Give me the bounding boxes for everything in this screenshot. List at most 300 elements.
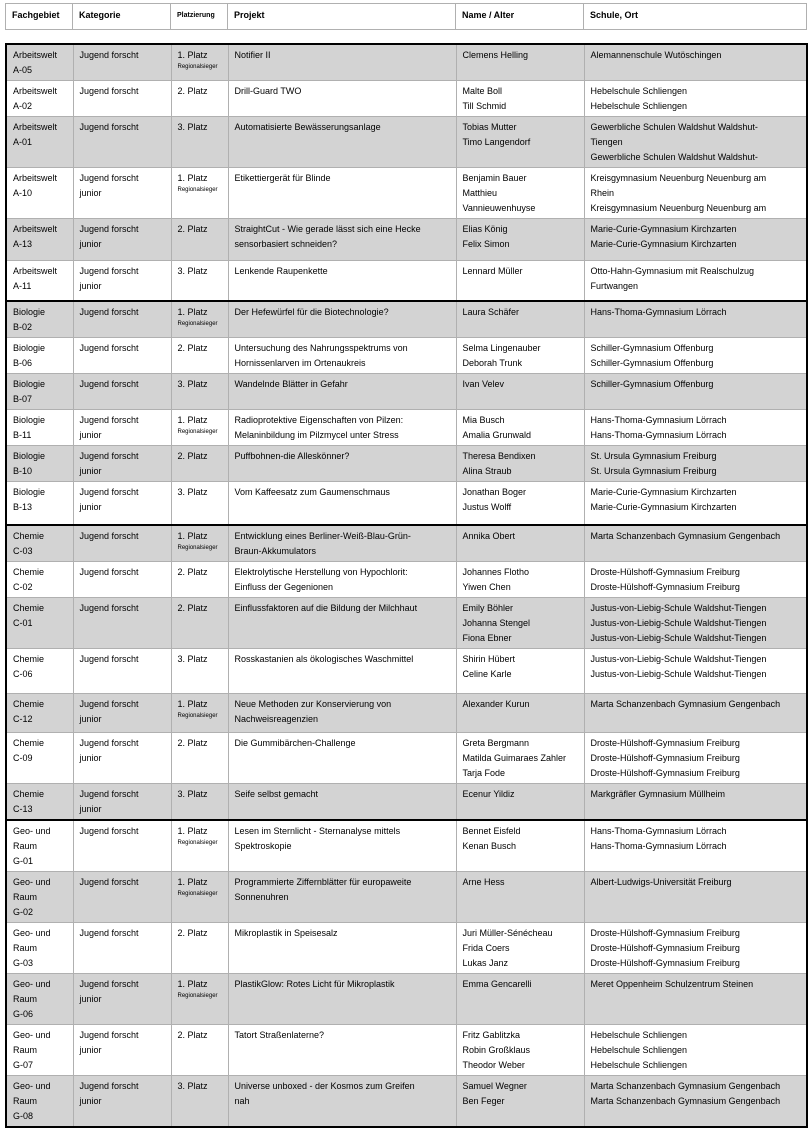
name-cell xyxy=(456,649,584,694)
kategorie-line: Jugend forscht xyxy=(79,486,139,497)
table-row xyxy=(6,261,807,301)
placement-label: 1. Platz xyxy=(177,979,208,989)
placement-label: 1. Platz xyxy=(177,173,208,183)
kategorie-line: Jugend forscht xyxy=(79,699,139,709)
schule-cell xyxy=(584,1076,807,1128)
school-line: Droste-Hülshoff-Gymnasium Freiburg xyxy=(590,753,740,763)
fachgebiet-line: B-06 xyxy=(13,357,33,368)
placement-label: 1. Platz xyxy=(177,306,208,317)
participant-name: Emily Böhler xyxy=(462,603,514,613)
placement-label: 3. Platz xyxy=(177,122,208,132)
placement-note: Regionalsieger xyxy=(177,64,218,70)
school-line: Marta Schanzenbach Gymnasium Gengenbach xyxy=(590,699,781,709)
school-line: Hans-Thoma-Gymnasium Lörrach xyxy=(590,841,727,851)
projekt-cell xyxy=(228,1076,456,1128)
kategorie-line: Jugend forscht xyxy=(79,654,139,664)
school-line: Rhein xyxy=(590,188,615,198)
participant-name: Lennard Müller xyxy=(462,266,523,276)
platzierung-cell xyxy=(171,1025,228,1076)
fachgebiet-line: G-02 xyxy=(13,907,34,917)
projekt-line: Automatisierte Bewässerungsanlage xyxy=(234,122,381,132)
projekt-cell xyxy=(228,409,456,445)
kategorie-cell xyxy=(73,409,171,445)
fachgebiet-line: Geo- und xyxy=(13,928,51,938)
placement-note: Regionalsieger xyxy=(177,187,218,193)
name-cell xyxy=(456,301,584,338)
field-group xyxy=(6,525,807,820)
fachgebiet-line: B-07 xyxy=(13,393,33,404)
projekt-line: PlastikGlow: Rotes Licht für Mikroplastik xyxy=(234,979,395,989)
kategorie-cell xyxy=(73,525,171,562)
name-cell xyxy=(456,117,584,168)
fachgebiet-cell xyxy=(6,337,73,373)
projekt-line: Rosskastanien als ökologisches Waschmittel xyxy=(234,654,414,664)
table-row xyxy=(6,872,807,923)
name-cell xyxy=(456,219,584,261)
table-row xyxy=(6,81,807,117)
participant-name: Yiwen Chen xyxy=(462,582,511,592)
projekt-cell xyxy=(228,44,456,81)
school-line: Justus-von-Liebig-Schule Waldshut-Tiengen xyxy=(590,603,767,613)
fachgebiet-cell xyxy=(6,44,73,81)
kategorie-line: Jugend forscht xyxy=(79,122,139,132)
platzierung-cell xyxy=(171,481,228,525)
name-cell xyxy=(456,409,584,445)
table-row xyxy=(6,923,807,974)
placement-label: 1. Platz xyxy=(177,531,208,541)
participant-name: Tarja Fode xyxy=(462,768,506,778)
platzierung-cell xyxy=(171,445,228,481)
name-cell xyxy=(456,44,584,81)
fachgebiet-cell xyxy=(6,694,73,733)
name-cell xyxy=(456,445,584,481)
platzierung-cell xyxy=(171,733,228,784)
name-cell xyxy=(456,923,584,974)
fachgebiet-line: B-13 xyxy=(13,501,33,512)
placement-label: 1. Platz xyxy=(177,50,208,60)
table-row xyxy=(6,694,807,733)
schule-cell xyxy=(584,649,807,694)
schule-cell xyxy=(584,694,807,733)
fachgebiet-line: Arbeitswelt xyxy=(13,50,58,60)
participant-name: Celine Karle xyxy=(462,669,512,679)
projekt-line: Lenkende Raupenkette xyxy=(234,266,328,276)
placement-note: Regionalsieger xyxy=(177,428,218,435)
name-cell xyxy=(456,81,584,117)
projekt-cell xyxy=(228,117,456,168)
fachgebiet-line: B-02 xyxy=(13,321,33,332)
projekt-cell xyxy=(228,445,456,481)
school-line: Tiengen xyxy=(590,137,623,147)
fachgebiet-cell xyxy=(6,974,73,1025)
kategorie-line: junior xyxy=(79,188,102,198)
projekt-cell xyxy=(228,301,456,338)
kategorie-cell xyxy=(73,923,171,974)
fachgebiet-line: C-12 xyxy=(13,714,33,724)
fachgebiet-line: C-03 xyxy=(13,546,33,556)
table-row xyxy=(6,525,807,562)
fachgebiet-line: Biologie xyxy=(13,378,46,389)
participant-name: Juri Müller-Sénécheau xyxy=(462,928,553,938)
school-line: Hans-Thoma-Gymnasium Lörrach xyxy=(590,429,727,440)
header-fachgebiet: Fachgebiet xyxy=(6,4,73,30)
name-cell xyxy=(456,373,584,409)
placement-label: 3. Platz xyxy=(177,266,208,276)
fachgebiet-cell xyxy=(6,598,73,649)
participant-name: Justus Wolff xyxy=(462,501,512,512)
name-cell xyxy=(456,525,584,562)
projekt-cell xyxy=(228,219,456,261)
fachgebiet-line: Chemie xyxy=(13,567,45,577)
header-schule: Schule, Ort xyxy=(584,4,807,30)
participant-name: Robin Großklaus xyxy=(462,1045,531,1055)
schule-cell xyxy=(584,373,807,409)
fachgebiet-line: C-02 xyxy=(13,582,33,592)
participant-name: Greta Bergmann xyxy=(462,738,530,748)
school-line: Marta Schanzenbach Gymnasium Gengenbach xyxy=(590,531,781,541)
table-row xyxy=(6,445,807,481)
fachgebiet-line: A-11 xyxy=(13,281,32,291)
participant-name: Malte Boll xyxy=(462,86,503,96)
projekt-line: Einfluss der Gegenionen xyxy=(234,582,334,592)
table-row xyxy=(6,337,807,373)
name-cell xyxy=(456,562,584,598)
projekt-line: Mikroplastik in Speisesalz xyxy=(234,928,338,938)
fachgebiet-cell xyxy=(6,525,73,562)
table-row xyxy=(6,649,807,694)
projekt-line: Elektrolytische Herstellung von Hypochlorit: xyxy=(234,567,408,577)
kategorie-cell xyxy=(73,649,171,694)
projekt-line: Vom Kaffeesatz zum Gaumenschmaus xyxy=(234,486,390,497)
fachgebiet-line: C-13 xyxy=(13,804,33,814)
table-row xyxy=(6,168,807,219)
name-cell xyxy=(456,337,584,373)
table-row xyxy=(6,598,807,649)
name-cell xyxy=(456,481,584,525)
fachgebiet-line: Arbeitswelt xyxy=(13,224,58,234)
fachgebiet-cell xyxy=(6,923,73,974)
placement-label: 3. Platz xyxy=(177,378,208,389)
header-table xyxy=(5,3,807,30)
participant-name: Ecenur Yildiz xyxy=(462,789,515,799)
school-line: Justus-von-Liebig-Schule Waldshut-Tiengen xyxy=(590,669,767,679)
placement-label: 1. Platz xyxy=(177,826,208,836)
school-line: Markgräfler Gymnasium Müllheim xyxy=(590,789,726,799)
fachgebiet-line: Chemie xyxy=(13,531,45,541)
projekt-line: Hornissenlarven im Ortenaukreis xyxy=(234,357,366,368)
platzierung-cell xyxy=(171,1076,228,1128)
kategorie-line: Jugend forscht xyxy=(79,86,139,96)
projekt-line: Melaninbildung im Pilzmycel unter Stress xyxy=(234,429,399,440)
projekt-cell xyxy=(228,168,456,219)
projekt-cell xyxy=(228,649,456,694)
schule-cell xyxy=(584,219,807,261)
schule-cell xyxy=(584,923,807,974)
platzierung-cell xyxy=(171,44,228,81)
participant-name: Theodor Weber xyxy=(462,1060,525,1070)
placement-label: 1. Platz xyxy=(177,414,208,425)
participant-name: Tobias Mutter xyxy=(462,122,517,132)
participant-name: Lukas Janz xyxy=(462,958,509,968)
fachgebiet-cell xyxy=(6,820,73,872)
fachgebiet-line: B-11 xyxy=(13,429,32,440)
platzierung-cell xyxy=(171,261,228,301)
table-row xyxy=(6,733,807,784)
header-kategorie: Kategorie xyxy=(73,4,171,30)
kategorie-cell xyxy=(73,733,171,784)
kategorie-line: Jugend forscht xyxy=(79,173,139,183)
platzierung-cell xyxy=(171,409,228,445)
projekt-cell xyxy=(228,872,456,923)
schule-cell xyxy=(584,117,807,168)
field-group xyxy=(6,301,807,526)
projekt-line: Etikettiergerät für Blinde xyxy=(234,173,331,183)
table-row xyxy=(6,481,807,525)
fachgebiet-line: Arbeitswelt xyxy=(13,266,58,276)
platzierung-cell xyxy=(171,784,228,821)
fachgebiet-line: Geo- und xyxy=(13,979,51,989)
platzierung-cell xyxy=(171,81,228,117)
fachgebiet-line: G-08 xyxy=(13,1111,34,1121)
fachgebiet-line: B-10 xyxy=(13,465,33,476)
fachgebiet-line: Biologie xyxy=(13,450,46,461)
school-line: Droste-Hülshoff-Gymnasium Freiburg xyxy=(590,928,740,938)
table-row xyxy=(6,44,807,81)
projekt-cell xyxy=(228,562,456,598)
school-line: Marie-Curie-Gymnasium Kirchzarten xyxy=(590,239,737,249)
kategorie-line: junior xyxy=(79,753,102,763)
name-cell xyxy=(456,694,584,733)
kategorie-cell xyxy=(73,598,171,649)
schule-cell xyxy=(584,733,807,784)
kategorie-cell xyxy=(73,117,171,168)
platzierung-cell xyxy=(171,301,228,338)
projekt-cell xyxy=(228,525,456,562)
participant-name: Alexander Kurun xyxy=(462,699,530,709)
platzierung-cell xyxy=(171,117,228,168)
fachgebiet-line: C-01 xyxy=(13,618,33,628)
kategorie-cell xyxy=(73,694,171,733)
platzierung-cell xyxy=(171,598,228,649)
fachgebiet-cell xyxy=(6,373,73,409)
participant-name: Emma Gencarelli xyxy=(462,979,532,989)
placement-label: 2. Platz xyxy=(177,928,208,938)
fachgebiet-line: Arbeitswelt xyxy=(13,173,58,183)
participant-name: Frida Coers xyxy=(462,943,510,953)
fachgebiet-line: Raum xyxy=(13,943,38,953)
kategorie-line: Jugend forscht xyxy=(79,603,139,613)
kategorie-line: junior xyxy=(79,429,102,440)
participant-name: Clemens Helling xyxy=(462,50,529,60)
platzierung-cell xyxy=(171,525,228,562)
kategorie-line: Jugend forscht xyxy=(79,531,139,541)
school-line: Hebelschule Schliengen xyxy=(590,1060,688,1070)
projekt-cell xyxy=(228,733,456,784)
table-row xyxy=(6,219,807,261)
name-cell xyxy=(456,168,584,219)
fachgebiet-cell xyxy=(6,168,73,219)
school-line: Droste-Hülshoff-Gymnasium Freiburg xyxy=(590,943,740,953)
projekt-line: Spektroskopie xyxy=(234,841,292,851)
kategorie-cell xyxy=(73,784,171,821)
platzierung-cell xyxy=(171,694,228,733)
school-line: Droste-Hülshoff-Gymnasium Freiburg xyxy=(590,768,740,778)
platzierung-cell xyxy=(171,562,228,598)
table-row xyxy=(6,409,807,445)
participant-name: Annika Obert xyxy=(462,531,516,541)
kategorie-cell xyxy=(73,1076,171,1128)
placement-label: 2. Platz xyxy=(177,738,208,748)
school-line: Otto-Hahn-Gymnasium mit Realschulzug xyxy=(590,266,755,276)
schule-cell xyxy=(584,820,807,872)
projekt-line: Einflussfaktoren auf die Bildung der Milchhaut xyxy=(234,603,418,613)
projekt-cell xyxy=(228,373,456,409)
placement-label: 3. Platz xyxy=(177,654,208,664)
kategorie-line: Jugend forscht xyxy=(79,738,139,748)
participant-name: Laura Schäfer xyxy=(462,306,520,317)
fachgebiet-line: G-01 xyxy=(13,856,34,866)
schule-cell xyxy=(584,44,807,81)
participant-name: Amalia Grunwald xyxy=(462,429,532,440)
projekt-cell xyxy=(228,337,456,373)
fachgebiet-line: Geo- und xyxy=(13,1081,51,1091)
fachgebiet-cell xyxy=(6,649,73,694)
school-line: Droste-Hülshoff-Gymnasium Freiburg xyxy=(590,738,740,748)
kategorie-line: junior xyxy=(79,804,102,814)
kategorie-cell xyxy=(73,481,171,525)
school-line: Hans-Thoma-Gymnasium Lörrach xyxy=(590,306,727,317)
platzierung-cell xyxy=(171,820,228,872)
schule-cell xyxy=(584,872,807,923)
placement-note: Regionalsieger xyxy=(177,840,218,846)
projekt-line: Puffbohnen-die Alleskönner? xyxy=(234,450,350,461)
school-line: Justus-von-Liebig-Schule Waldshut-Tiengen xyxy=(590,654,767,664)
name-cell xyxy=(456,733,584,784)
table-row xyxy=(6,373,807,409)
kategorie-cell xyxy=(73,261,171,301)
fachgebiet-cell xyxy=(6,445,73,481)
table-row xyxy=(6,1025,807,1076)
fachgebiet-line: A-01 xyxy=(13,137,33,147)
projekt-cell xyxy=(228,261,456,301)
participant-name: Timo Langendorf xyxy=(462,137,531,147)
header-projekt: Projekt xyxy=(228,4,456,30)
participant-name: Johannes Flotho xyxy=(462,567,530,577)
fachgebiet-cell xyxy=(6,261,73,301)
projekt-cell xyxy=(228,820,456,872)
table-row xyxy=(6,562,807,598)
kategorie-cell xyxy=(73,974,171,1025)
placement-label: 2. Platz xyxy=(177,567,208,577)
projekt-line: Nachweisreagenzien xyxy=(234,714,319,724)
participant-name: Kenan Busch xyxy=(462,841,517,851)
kategorie-line: junior xyxy=(79,994,102,1004)
fachgebiet-line: Chemie xyxy=(13,699,45,709)
participant-name: Selma Lingenauber xyxy=(462,342,541,353)
table-row xyxy=(6,1076,807,1128)
participant-name: Ivan Velev xyxy=(462,378,505,389)
participant-name: Matilda Guimaraes Zahler xyxy=(462,753,567,763)
placement-label: 3. Platz xyxy=(177,789,208,799)
participant-name: Samuel Wegner xyxy=(462,1081,527,1091)
kategorie-cell xyxy=(73,1025,171,1076)
participant-name: Matthieu xyxy=(462,188,498,198)
placement-note: Regionalsieger xyxy=(177,993,218,999)
projekt-line: Tatort Straßenlaterne? xyxy=(234,1030,325,1040)
kategorie-cell xyxy=(73,44,171,81)
schule-cell xyxy=(584,81,807,117)
fachgebiet-line: C-09 xyxy=(13,753,33,763)
table-row xyxy=(6,974,807,1025)
kategorie-line: junior xyxy=(79,501,102,512)
school-line: Hans-Thoma-Gymnasium Lörrach xyxy=(590,414,727,425)
fachgebiet-cell xyxy=(6,481,73,525)
kategorie-cell xyxy=(73,168,171,219)
participant-name: Vannieuwenhuyse xyxy=(462,203,536,213)
placement-label: 3. Platz xyxy=(177,486,208,497)
school-line: Kreisgymnasium Neuenburg Neuenburg am xyxy=(590,173,767,183)
fachgebiet-cell xyxy=(6,872,73,923)
field-group xyxy=(6,44,807,301)
participant-name: Elias König xyxy=(462,224,508,234)
results-table xyxy=(5,43,808,1128)
kategorie-line: Jugend forscht xyxy=(79,450,139,461)
kategorie-line: Jugend forscht xyxy=(79,1030,139,1040)
projekt-line: Universe unboxed - der Kosmos zum Greifen xyxy=(234,1081,415,1091)
placement-label: 2. Platz xyxy=(177,450,208,461)
kategorie-line: Jugend forscht xyxy=(79,306,139,317)
kategorie-line: Jugend forscht xyxy=(79,789,139,799)
schule-cell xyxy=(584,974,807,1025)
fachgebiet-line: G-06 xyxy=(13,1009,34,1019)
platzierung-cell xyxy=(171,219,228,261)
name-cell xyxy=(456,1025,584,1076)
school-line: Marta Schanzenbach Gymnasium Gengenbach xyxy=(590,1096,781,1106)
platzierung-cell xyxy=(171,168,228,219)
participant-name: Bennet Eisfeld xyxy=(462,826,521,836)
fachgebiet-cell xyxy=(6,784,73,821)
projekt-cell xyxy=(228,974,456,1025)
projekt-line: Radioprotektive Eigenschaften von Pilzen: xyxy=(234,414,404,425)
school-line: Furtwangen xyxy=(590,281,639,291)
kategorie-line: Jugend forscht xyxy=(79,266,139,276)
projekt-line: Untersuchung des Nahrungsspektrums von xyxy=(234,342,408,353)
placement-label: 2. Platz xyxy=(177,1030,208,1040)
projekt-line: Drill-Guard TWO xyxy=(234,86,302,96)
name-cell xyxy=(456,261,584,301)
projekt-line: nah xyxy=(234,1096,250,1106)
participant-name: Deborah Trunk xyxy=(462,357,523,368)
header-name: Name / Alter xyxy=(456,4,584,30)
school-line: Droste-Hülshoff-Gymnasium Freiburg xyxy=(590,582,740,592)
placement-note: Regionalsieger xyxy=(177,320,218,327)
placement-label: 2. Platz xyxy=(177,224,208,234)
school-line: Marta Schanzenbach Gymnasium Gengenbach xyxy=(590,1081,781,1091)
fachgebiet-line: Arbeitswelt xyxy=(13,122,58,132)
kategorie-line: Jugend forscht xyxy=(79,567,139,577)
fachgebiet-cell xyxy=(6,409,73,445)
kategorie-cell xyxy=(73,872,171,923)
placement-label: 2. Platz xyxy=(177,603,208,613)
placement-label: 1. Platz xyxy=(177,877,208,887)
schule-cell xyxy=(584,1025,807,1076)
schule-cell xyxy=(584,301,807,338)
projekt-line: Seife selbst gemacht xyxy=(234,789,319,799)
kategorie-cell xyxy=(73,219,171,261)
participant-name: Mia Busch xyxy=(462,414,505,425)
kategorie-line: Jugend forscht xyxy=(79,877,139,887)
school-line: Hebelschule Schliengen xyxy=(590,86,688,96)
